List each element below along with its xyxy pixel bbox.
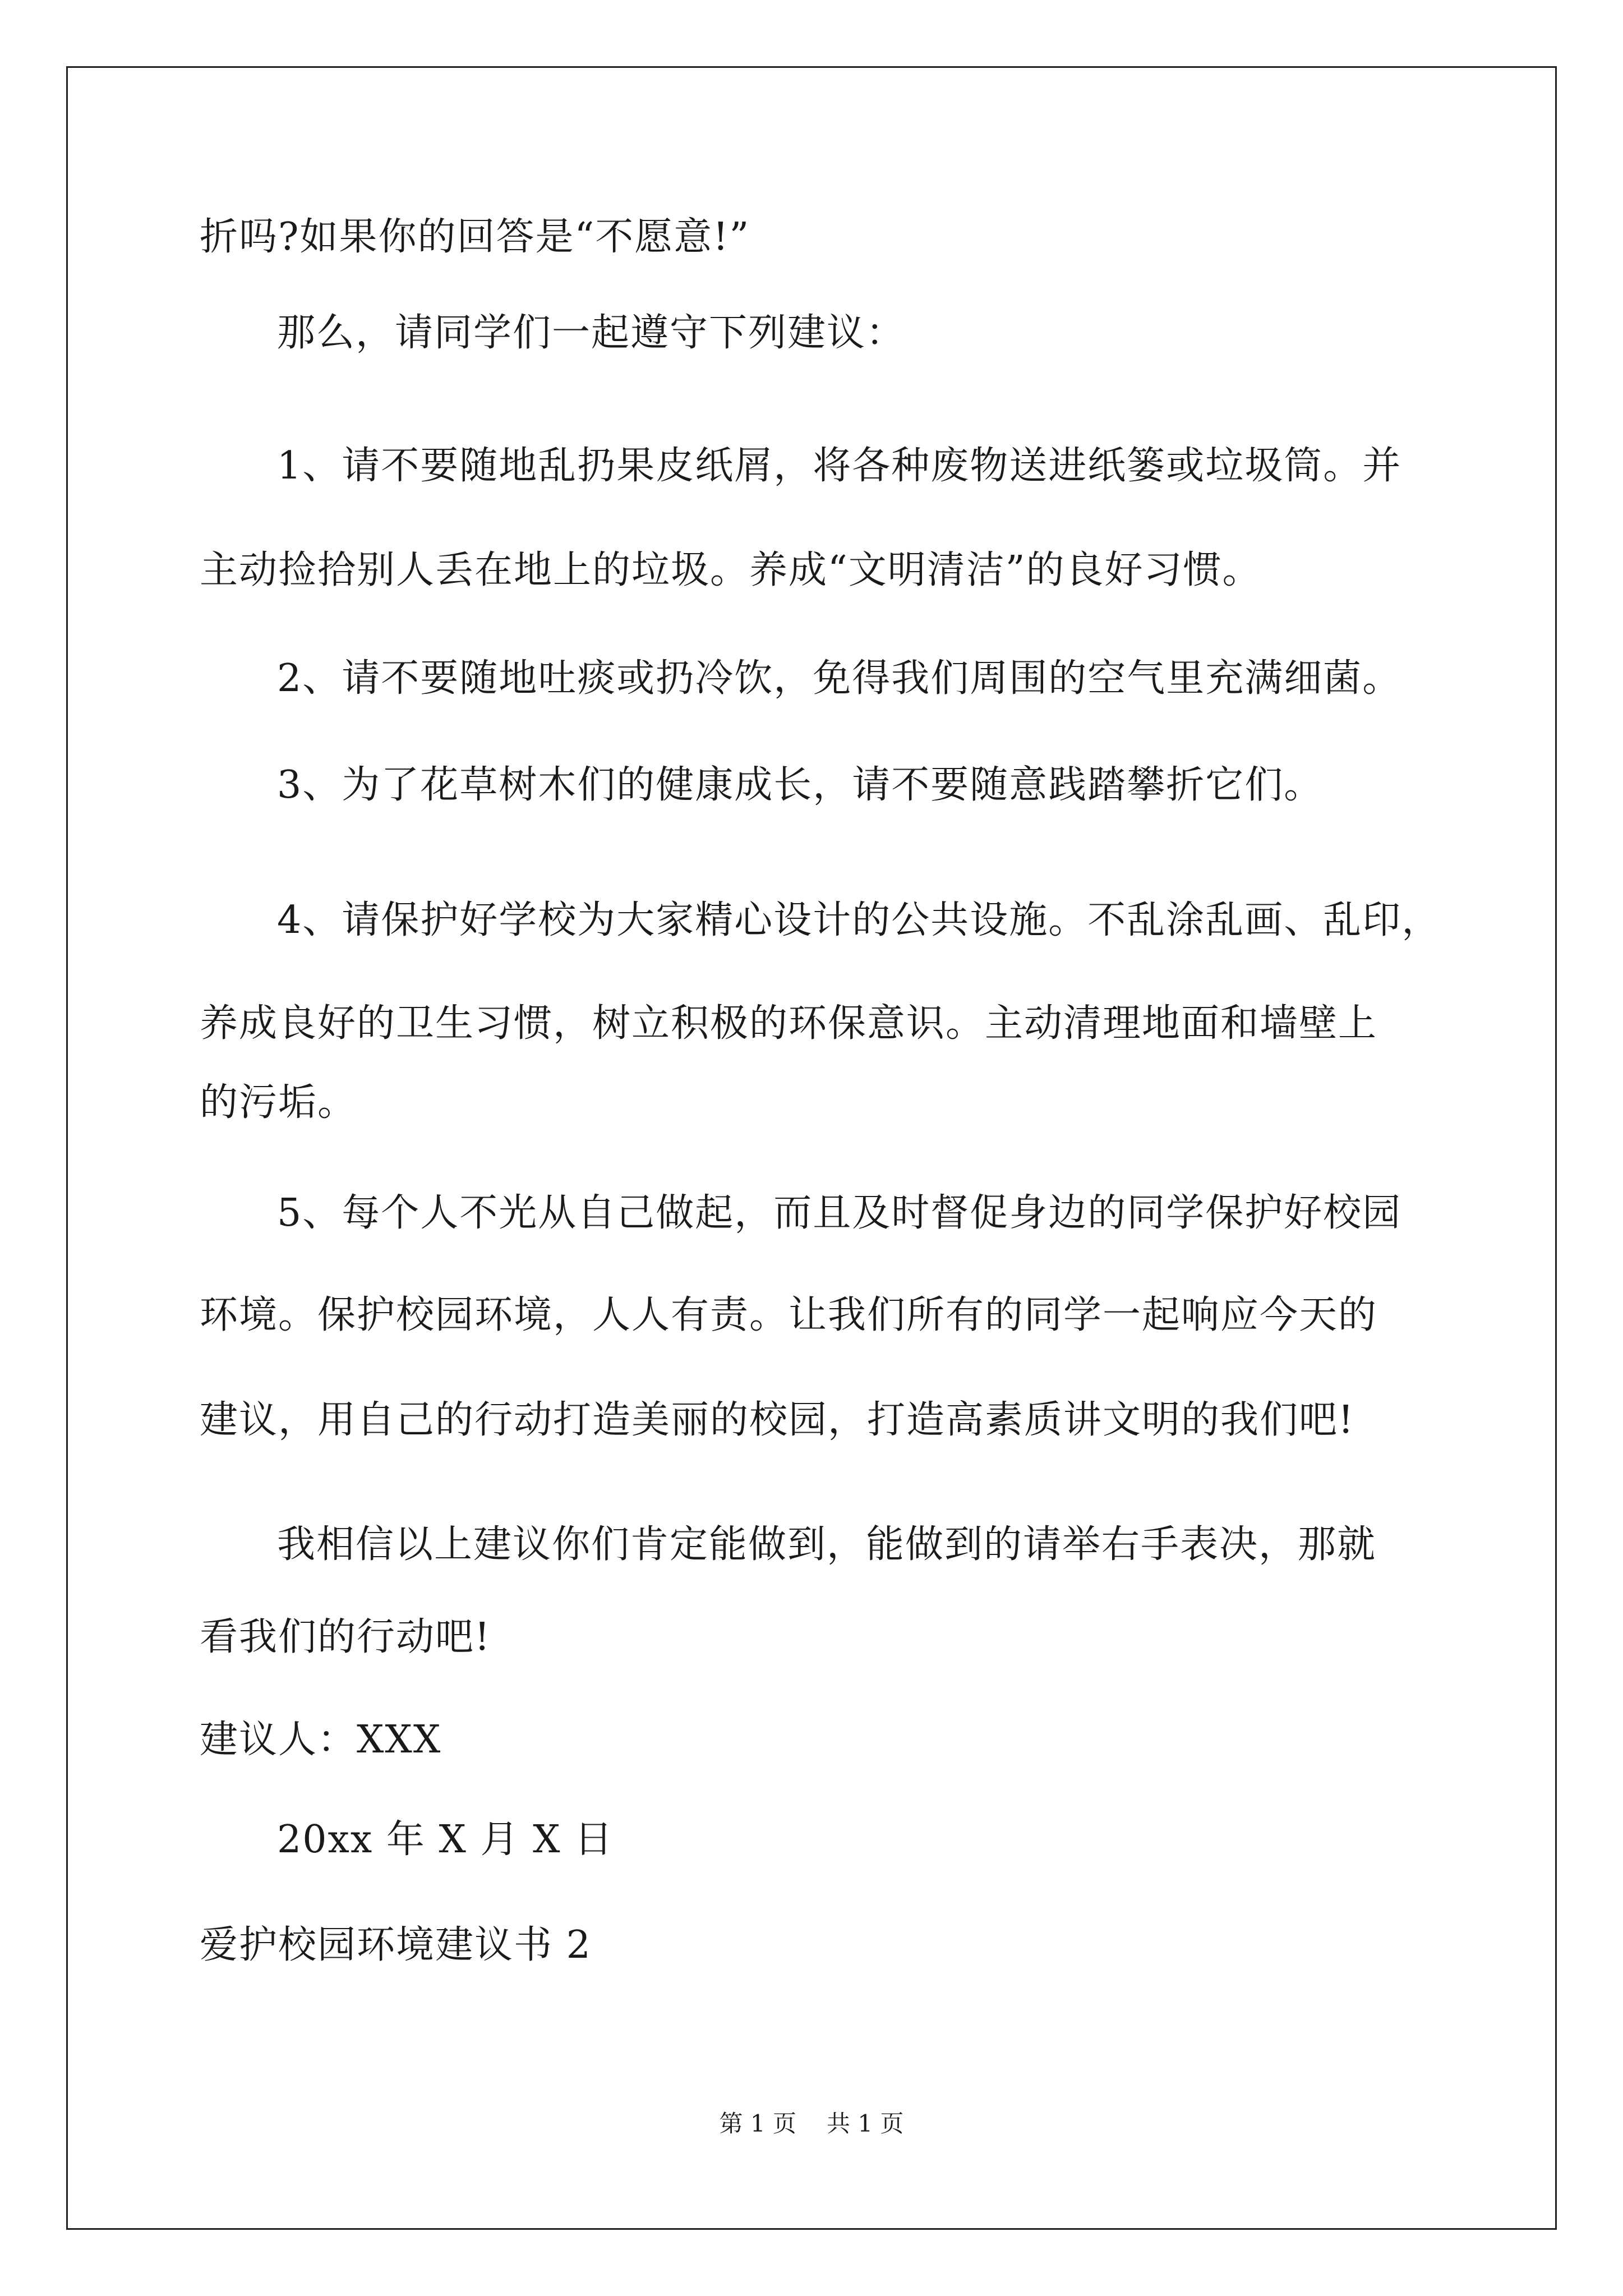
text-line: 我相信以上建议你们肯定能做到，能做到的请举右手表决，那就 bbox=[277, 1522, 1377, 1567]
date-line: 20xx 年 X 月 X 日 bbox=[277, 1818, 614, 1862]
page-footer bbox=[0, 2108, 1623, 2139]
text-line: 建议，用自己的行动打造美丽的校园，打造高素质讲文明的我们吧! bbox=[200, 1398, 1355, 1442]
text-line: 环境。保护校园环境，人人有责。让我们所有的同学一起响应今天的 bbox=[200, 1293, 1378, 1337]
text-line: 3、为了花草树木们的健康成长，请不要随意践踏攀折它们。 bbox=[277, 763, 1324, 807]
page-number: 第 1 页 bbox=[719, 2110, 796, 2137]
text-line: 看我们的行动吧! bbox=[200, 1615, 491, 1659]
section-heading: 爱护校园环境建议书 2 bbox=[200, 1923, 592, 1967]
signature-line: 建议人：XXX bbox=[200, 1718, 442, 1762]
text-line: 4、请保护好学校为大家精心设计的公共设施。不乱涂乱画、乱印， bbox=[277, 898, 1441, 942]
text-line: 养成良好的卫生习惯，树立积极的环保意识。主动清理地面和墙壁上 bbox=[200, 1001, 1378, 1046]
text-line: 1、请不要随地乱扔果皮纸屑，将各种废物送进纸篓或垃圾筒。并 bbox=[277, 444, 1402, 488]
text-line: 那么，请同学们一起遵守下列建议： bbox=[277, 311, 906, 355]
text-line: 5、每个人不光从自己做起，而且及时督促身边的同学保护好校园 bbox=[277, 1191, 1402, 1235]
text-line: 折吗?如果你的回答是“不愿意!” bbox=[200, 215, 750, 259]
text-line: 2、请不要随地吐痰或扔冷饮，免得我们周围的空气里充满细菌。 bbox=[277, 656, 1402, 701]
text-line: 主动捡拾别人丢在地上的垃圾。养成“文明清洁”的良好习惯。 bbox=[200, 548, 1262, 592]
page-total: 共 1 页 bbox=[827, 2110, 904, 2137]
page-border bbox=[66, 66, 1557, 2230]
text-line: 的污垢。 bbox=[200, 1080, 357, 1125]
